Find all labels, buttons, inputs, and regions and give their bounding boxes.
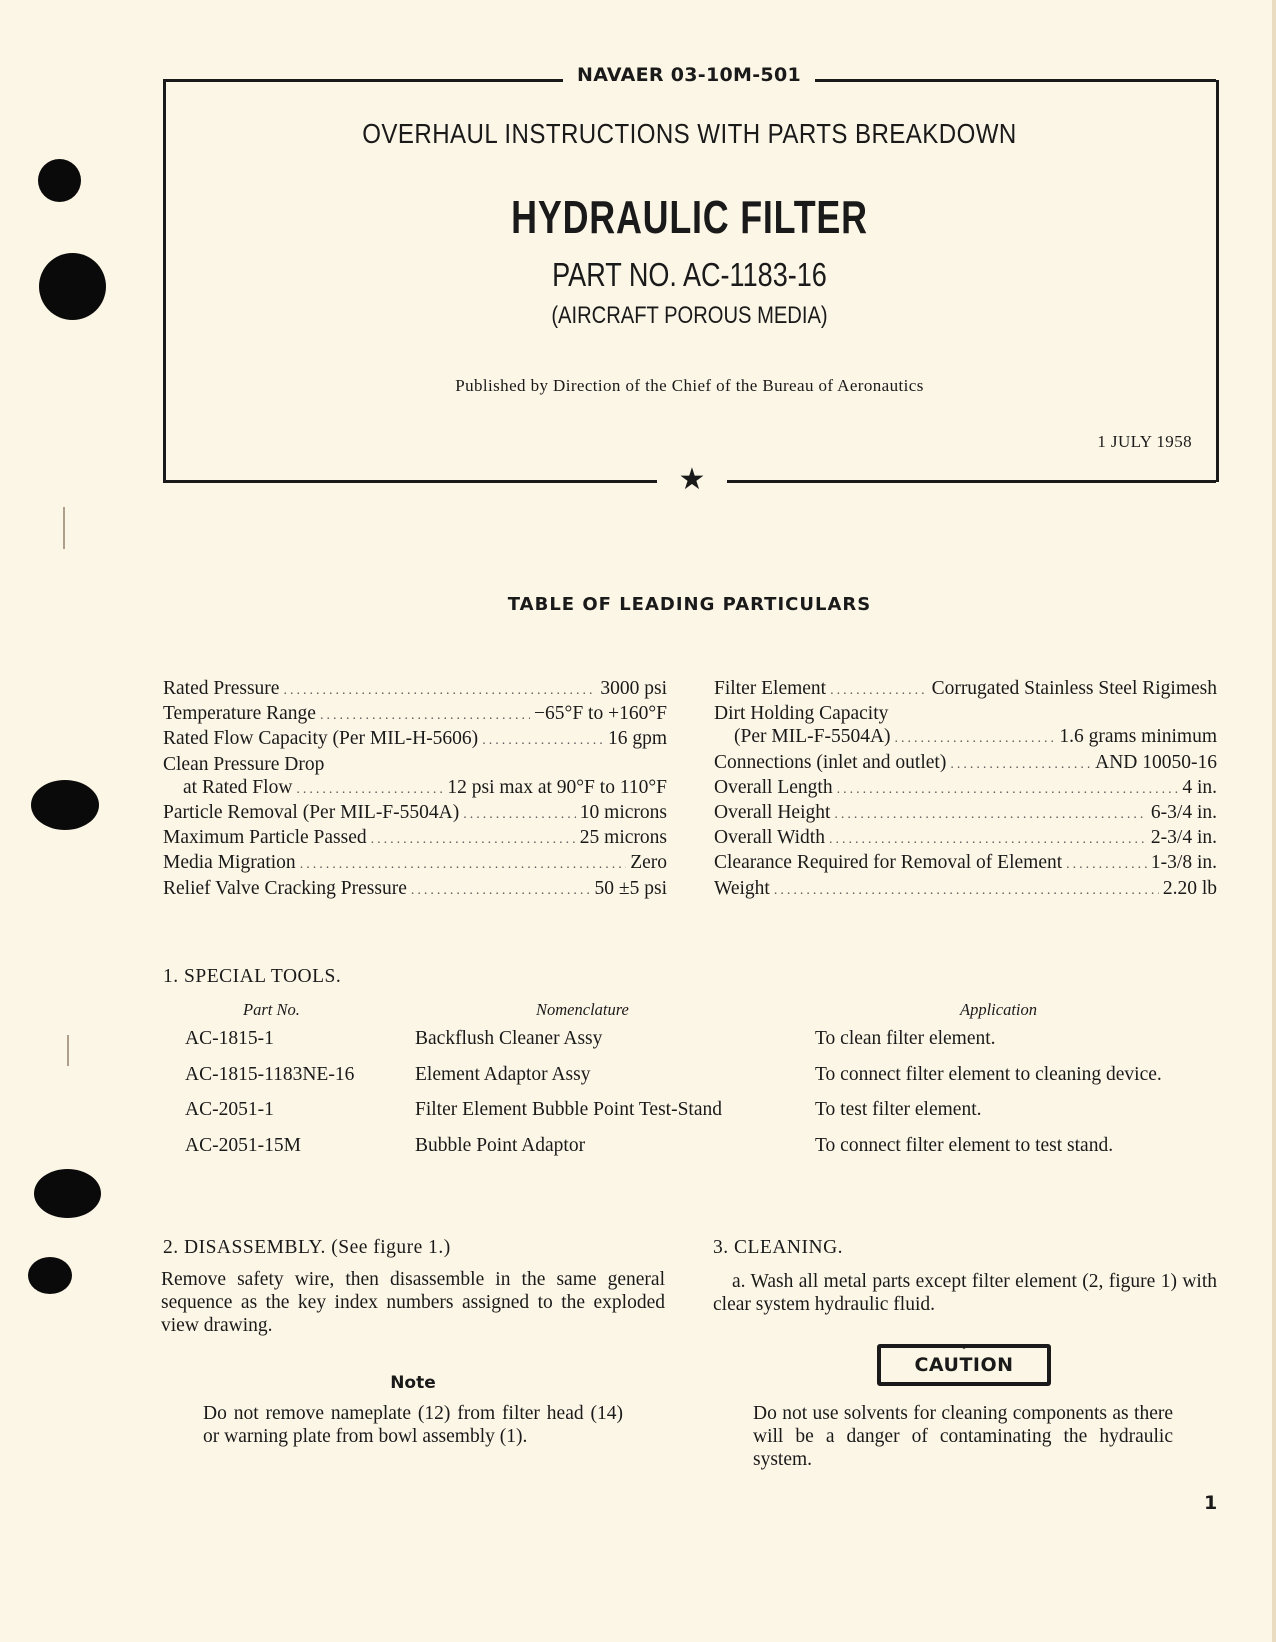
note-heading: Note bbox=[390, 1373, 436, 1393]
caution-label: CAUTION bbox=[914, 1354, 1014, 1376]
spec-row: Dirt Holding Capacity bbox=[714, 703, 889, 725]
paper-mark bbox=[67, 1035, 69, 1066]
spec-row: Overall Height ..... 6-3/4 in. bbox=[714, 801, 1217, 826]
spec-row: Particle Removal (Per MIL-F-5504A) ..... 10 microns bbox=[163, 801, 667, 826]
table-row: AC-1815-1 Backflush Cleaner Assy To clean filter element. bbox=[185, 1028, 996, 1049]
cleaning-heading: 3. CLEANING. bbox=[713, 1237, 844, 1258]
table-row: AC-2051-15M Bubble Point Adaptor To connect filter element to test stand. bbox=[185, 1134, 1114, 1156]
frame-rule bbox=[815, 79, 1216, 82]
spec-row: Clearance Required for Removal of Element ..... 1-3/8 in. bbox=[714, 851, 1217, 876]
binder-hole-5 bbox=[28, 1257, 72, 1294]
column-header-application: Application bbox=[960, 1000, 1037, 1019]
spec-row: Relief Valve Cracking Pressure ..... 50 ±5 psi bbox=[163, 877, 667, 902]
publication-date: 1 JULY 1958 bbox=[1097, 432, 1192, 451]
spec-row: Weight ..... 2.20 lb bbox=[714, 877, 1217, 902]
table-header bbox=[163, 1000, 1223, 1028]
spec-row: Filter Element ..... Corrugated Stainless Steel Rigimesh bbox=[714, 677, 1217, 702]
spec-row: Overall Width ..... 2-3/4 in. bbox=[714, 826, 1217, 851]
page-edge bbox=[1272, 0, 1276, 1642]
leading-particulars-left bbox=[163, 677, 667, 902]
frame-rule bbox=[163, 480, 657, 483]
leading-particulars-right bbox=[714, 677, 1217, 902]
binder-hole-2 bbox=[39, 253, 106, 320]
spec-row: Clean Pressure Drop bbox=[163, 753, 325, 775]
spec-row: at Rated Flow ..... 12 psi max at 90°F to 110°F bbox=[163, 776, 667, 801]
disassembly-text: Remove safety wire, then disassemble in the same general sequence as the key index numbers assigned to the exploded view drawing. bbox=[161, 1269, 665, 1337]
spec-row: (Per MIL-F-5504A) ..... 1.6 grams minimum bbox=[714, 725, 1217, 750]
special-tools-heading: 1. SPECIAL TOOLS. bbox=[163, 966, 342, 987]
binder-hole-1 bbox=[38, 159, 81, 202]
part-number: PART NO. AC-1183-16 bbox=[552, 256, 827, 293]
special-tools-table bbox=[163, 1000, 1223, 1170]
media-type: (AIRCRAFT POROUS MEDIA) bbox=[551, 302, 828, 329]
caution-badge bbox=[877, 1344, 1051, 1386]
note-text: Do not remove nameplate (12) from filter head (14) or warning plate from bowl assembly (1). bbox=[203, 1403, 623, 1448]
disassembly-heading: 2. DISASSEMBLY. (See figure 1.) bbox=[163, 1237, 451, 1258]
spec-row: Temperature Range ..... −65°F to +160°F bbox=[163, 702, 667, 727]
frame-rule bbox=[727, 480, 1216, 483]
document-number: NAVAER 03-10M-501 bbox=[577, 64, 801, 86]
spec-row: Overall Length ..... 4 in. bbox=[714, 776, 1217, 801]
page-number: 1 bbox=[1204, 1492, 1218, 1514]
document-title: HYDRAULIC FILTER bbox=[511, 191, 868, 243]
spec-row: Connections (inlet and outlet) ..... AND 10050-16 bbox=[714, 751, 1217, 776]
cleaning-step-a: a. Wash all metal parts except filter element (2, figure 1) with clear system hydraulic fluid. bbox=[713, 1271, 1217, 1316]
column-header-nomenclature: Nomenclature bbox=[536, 1000, 629, 1019]
binder-hole-4 bbox=[34, 1169, 101, 1218]
document-subtitle: OVERHAUL INSTRUCTIONS WITH PARTS BREAKDOWN bbox=[362, 118, 1017, 149]
spec-row: Media Migration ..... Zero bbox=[163, 851, 667, 876]
binder-hole-3 bbox=[31, 780, 99, 830]
publisher-line: Published by Direction of the Chief of the Bureau of Aeronautics bbox=[455, 376, 924, 395]
spec-row: Rated Flow Capacity (Per MIL-H-5606) ..... 16 gpm bbox=[163, 727, 667, 752]
spec-row: Maximum Particle Passed ..... 25 microns bbox=[163, 826, 667, 851]
frame-rule bbox=[163, 79, 563, 82]
table-row: AC-2051-1 Filter Element Bubble Point Test-Stand To test filter element. bbox=[185, 1099, 982, 1120]
column-header-part-no: Part No. bbox=[243, 1000, 300, 1019]
star-icon: ★ bbox=[678, 462, 706, 497]
caution-text: Do not use solvents for cleaning components as there will be a danger of contaminating the hydraulic system. bbox=[753, 1403, 1173, 1471]
paper-mark bbox=[63, 507, 65, 549]
spec-row: Rated Pressure ..... 3000 psi bbox=[163, 677, 667, 702]
table-row: AC-1815-1183NE-16 Element Adaptor Assy To connect filter element to cleaning device. bbox=[185, 1063, 1162, 1085]
leading-particulars-heading: TABLE OF LEADING PARTICULARS bbox=[507, 594, 872, 615]
